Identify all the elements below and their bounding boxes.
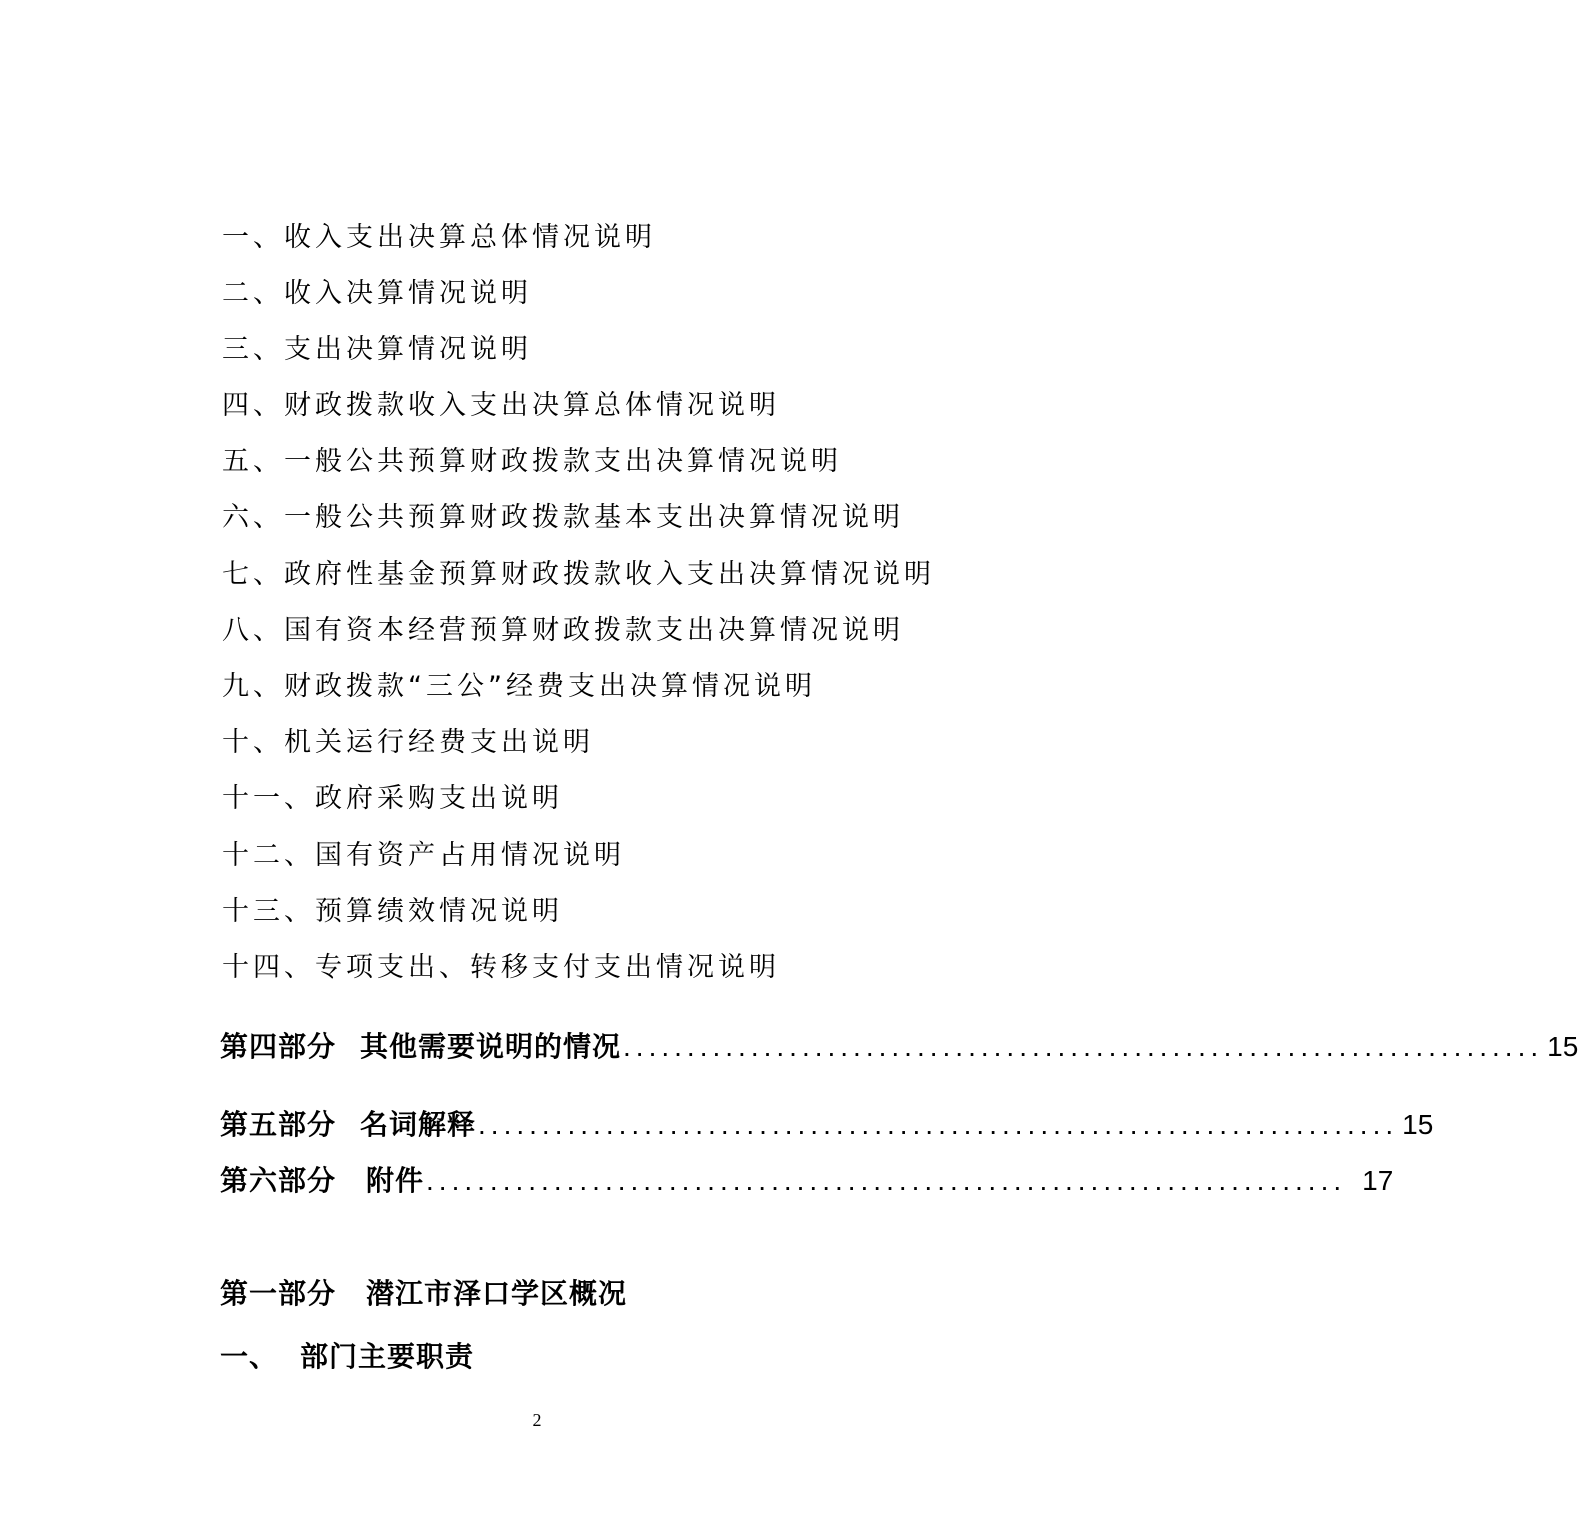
toc-main-item[interactable] [220, 1106, 1434, 1144]
toc-sub-item: 一、收入支出决算总体情况说明 [222, 222, 656, 253]
toc-sub-item: 二、收入决算情况说明 [222, 278, 532, 309]
toc-sub-item: 十一、政府采购支出说明 [222, 783, 563, 814]
toc-sub-item: 三、支出决算情况说明 [222, 334, 532, 365]
toc-sub-item: 六、一般公共预算财政拨款基本支出决算情况说明 [222, 502, 904, 533]
subsection-title: 部门主要职责 [300, 1341, 475, 1372]
subsection-heading [220, 1338, 474, 1376]
section-part-label: 第一部分 [220, 1278, 337, 1309]
toc-sub-item: 十三、预算绩效情况说明 [222, 896, 563, 927]
toc-part-title: 名词解释 [360, 1109, 477, 1140]
toc-sub-item: 十二、国有资产占用情况说明 [222, 840, 625, 871]
toc-page-number: 15 [1402, 1109, 1434, 1140]
toc-sub-item: 八、国有资本经营预算财政拨款支出决算情况说明 [222, 615, 904, 646]
toc-leader-dots: ........................................................................ [478, 1109, 1399, 1140]
toc-part-label: 第六部分 [220, 1165, 337, 1196]
page-number: 2 [532, 1410, 542, 1430]
section-heading [220, 1275, 627, 1313]
toc-sub-item: 九、财政拨款“三公”经费支出决算情况说明 [222, 671, 816, 702]
toc-sub-item: 五、一般公共预算财政拨款支出决算情况说明 [222, 446, 842, 477]
toc-sub-item: 十四、专项支出、转移支付支出情况说明 [222, 952, 780, 983]
toc-main-item[interactable] [220, 1028, 1578, 1066]
toc-leader-dots: ........................................................................ [623, 1031, 1544, 1062]
toc-page-number: 17 [1362, 1165, 1394, 1196]
toc-part-label: 第五部分 [220, 1109, 337, 1140]
toc-sub-item: 七、政府性基金预算财政拨款收入支出决算情况说明 [222, 559, 935, 590]
toc-page-number: 15 [1547, 1031, 1578, 1062]
toc-main-item[interactable] [220, 1162, 1394, 1200]
toc-sub-item: 十、机关运行经费支出说明 [222, 727, 594, 758]
toc-part-title: 其他需要说明的情况 [360, 1031, 622, 1062]
toc-sub-item: 四、财政拨款收入支出决算总体情况说明 [222, 390, 780, 421]
toc-part-label: 第四部分 [220, 1031, 337, 1062]
section-title: 潜江市泽口学区概况 [366, 1278, 628, 1309]
subsection-number: 一、 [220, 1341, 279, 1372]
toc-leader-dots: ........................................................................ [426, 1165, 1347, 1196]
toc-part-title: 附件 [366, 1165, 425, 1196]
